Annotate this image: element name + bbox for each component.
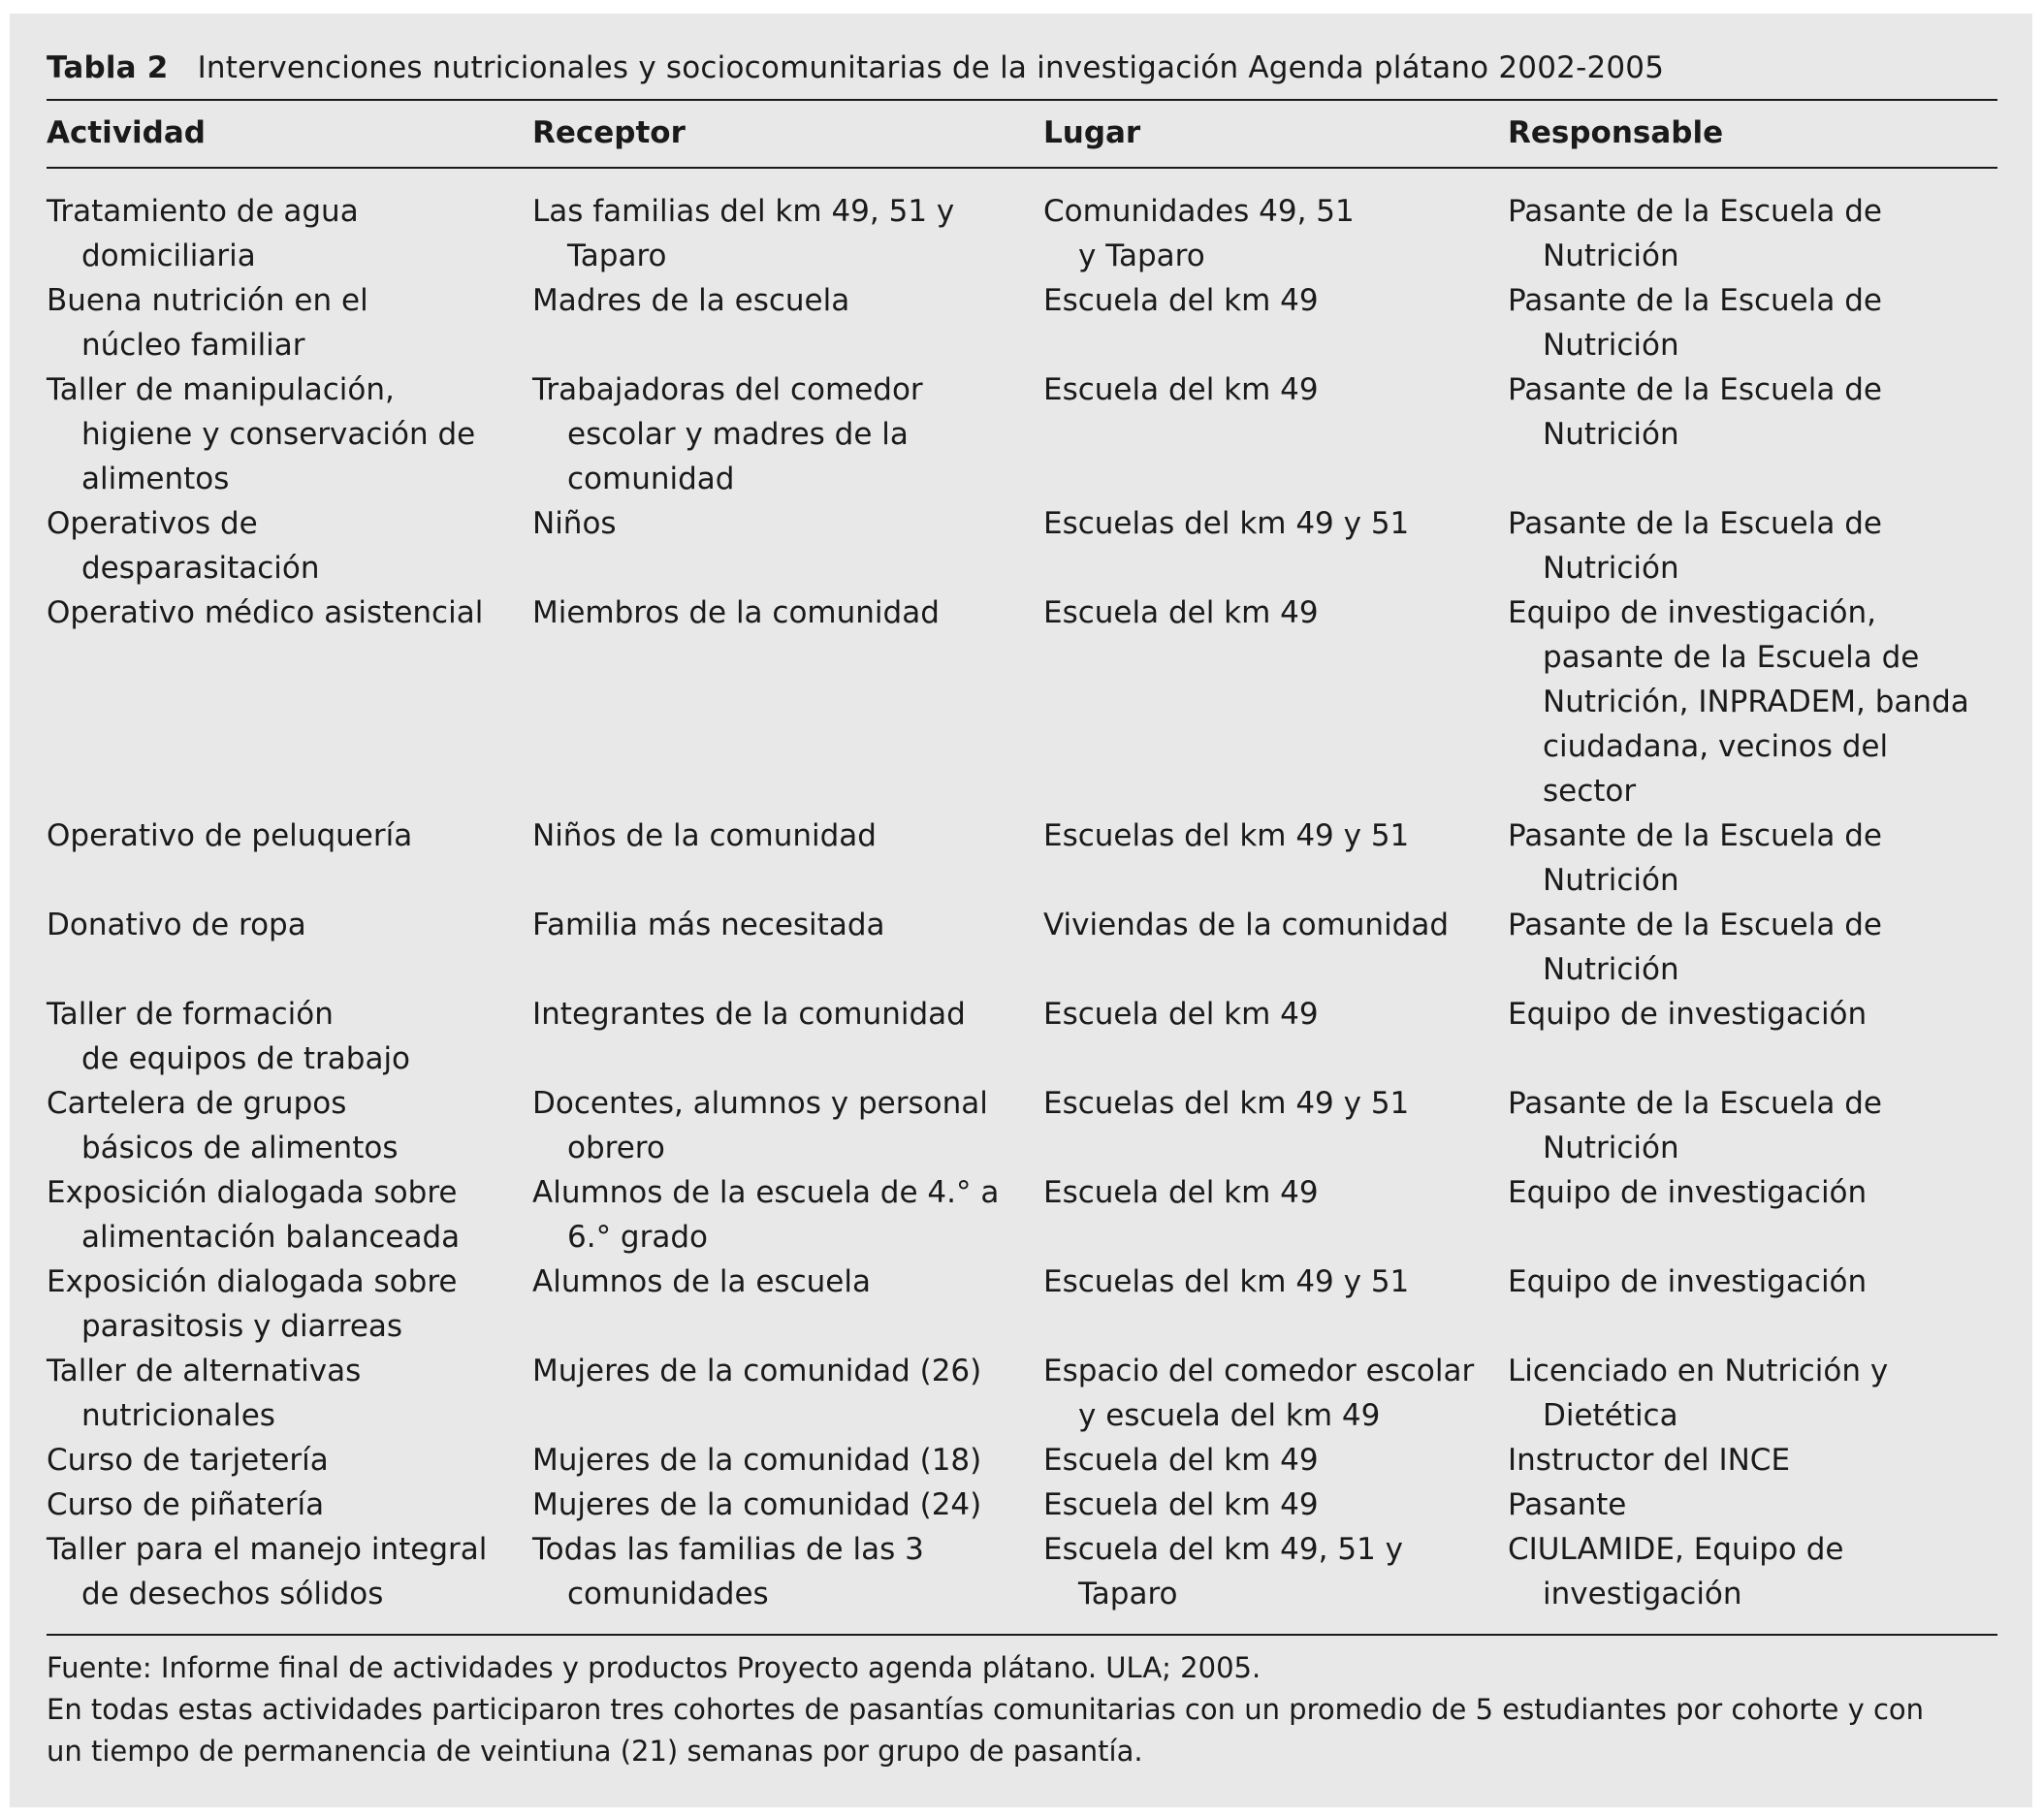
header-rule — [47, 167, 1997, 169]
cell-line: parasitosis y diarreas — [81, 1309, 403, 1344]
cell-line: núcleo familiar — [81, 328, 305, 363]
cell-actividad — [47, 367, 475, 501]
cell-lugar — [1043, 1483, 1319, 1527]
cell-line: Escuelas del km 49 y 51 — [1043, 1086, 1410, 1121]
cell-lugar — [1043, 813, 1409, 858]
cell-line: básicos de alimentos — [81, 1131, 399, 1165]
cell-responsable — [1508, 367, 1882, 457]
cell-line: comunidades — [567, 1577, 769, 1611]
cell-line: Equipo de investigación — [1508, 997, 1868, 1032]
cell-line: Escuela del km 49, 51 y — [1043, 1532, 1403, 1567]
table-row — [47, 1527, 1997, 1616]
cell-line: Miembros de la comunidad — [532, 595, 940, 630]
cell-receptor — [532, 367, 923, 501]
header-receptor: Receptor — [532, 115, 686, 150]
cell-responsable — [1508, 813, 1882, 903]
cell-receptor — [532, 1081, 988, 1170]
table-row — [47, 903, 1997, 992]
cell-actividad — [47, 1438, 329, 1483]
cell-line: Instructor del INCE — [1508, 1443, 1791, 1478]
cell-line: Pasante de la Escuela de — [1508, 194, 1882, 229]
cell-receptor — [532, 501, 617, 546]
cell-lugar — [1043, 1170, 1319, 1215]
cell-line: 6.° grado — [567, 1220, 708, 1255]
cell-line: Taller de formación — [47, 997, 334, 1032]
cell-line: comunidad — [567, 462, 735, 496]
table-title — [47, 50, 1664, 85]
cell-responsable — [1508, 501, 1882, 590]
cell-line: Equipo de investigación — [1508, 1175, 1868, 1210]
header-lugar: Lugar — [1043, 115, 1141, 150]
cell-line: Nutrición — [1543, 328, 1679, 363]
cell-actividad — [47, 1081, 398, 1170]
cell-line: Todas las familias de las 3 — [532, 1532, 924, 1567]
cell-actividad — [47, 1170, 460, 1260]
cell-line: Pasante de la Escuela de — [1508, 818, 1882, 853]
cell-line: Mujeres de la comunidad (26) — [532, 1354, 982, 1388]
table-row — [47, 367, 1997, 501]
cell-line: Licenciado en Nutrición y — [1508, 1354, 1889, 1388]
cell-line: Alumnos de la escuela — [532, 1264, 871, 1299]
cell-lugar — [1043, 501, 1409, 546]
cell-responsable — [1508, 1483, 1626, 1527]
source-note: Fuente: Informe final de actividades y productos Proyecto agenda plátano. ULA; 2005. — [47, 1651, 1262, 1684]
cell-lugar — [1043, 189, 1355, 278]
bottom-rule — [47, 1634, 1997, 1636]
cell-responsable — [1508, 1170, 1867, 1215]
cell-line: Escuela del km 49 — [1043, 283, 1319, 318]
cell-line: Nutrición — [1543, 863, 1679, 898]
cell-lugar — [1043, 1260, 1409, 1304]
cell-responsable — [1508, 1081, 1882, 1170]
cell-receptor — [532, 992, 966, 1037]
cell-receptor — [532, 1483, 981, 1527]
cell-line: Integrantes de la comunidad — [532, 997, 966, 1032]
cell-line: pasante de la Escuela de — [1543, 640, 1920, 675]
cell-line: Nutrición — [1543, 417, 1679, 452]
cell-lugar — [1043, 1349, 1474, 1438]
cell-receptor — [532, 189, 954, 278]
cell-line: Nutrición, INPRADEM, banda — [1543, 685, 1969, 719]
cell-receptor — [532, 1438, 981, 1483]
table-notes — [47, 1647, 1997, 1772]
cell-lugar — [1043, 278, 1319, 323]
cell-line: Nutrición — [1543, 1131, 1679, 1165]
cell-line: investigación — [1543, 1577, 1742, 1611]
cell-lugar — [1043, 367, 1319, 412]
cell-line: Equipo de investigación, — [1508, 595, 1877, 630]
cell-responsable — [1508, 189, 1882, 278]
cell-line: Escuela del km 49 — [1043, 997, 1319, 1032]
cell-lugar — [1043, 903, 1449, 947]
cell-line: Buena nutrición en el — [47, 283, 368, 318]
table-row — [47, 278, 1997, 367]
table-body — [47, 189, 1997, 1616]
cell-line: Escuelas del km 49 y 51 — [1043, 1264, 1410, 1299]
cell-line: Docentes, alumnos y personal — [532, 1086, 988, 1121]
cell-lugar — [1043, 590, 1319, 635]
cell-line: Niños de la comunidad — [532, 818, 877, 853]
cell-line: Mujeres de la comunidad (18) — [532, 1443, 982, 1478]
cell-line: Las familias del km 49, 51 y — [532, 194, 955, 229]
cell-receptor — [532, 1349, 981, 1393]
table-row — [47, 189, 1997, 278]
cell-line: Escuelas del km 49 y 51 — [1043, 506, 1410, 541]
cell-responsable — [1508, 1260, 1867, 1304]
table-row — [47, 1438, 1997, 1483]
cell-line: Escuela del km 49 — [1043, 1175, 1319, 1210]
cell-lugar — [1043, 1438, 1319, 1483]
cell-line: Alumnos de la escuela de 4.° a — [532, 1175, 1000, 1210]
cell-line: de desechos sólidos — [81, 1577, 384, 1611]
cell-line: Escuela del km 49 — [1043, 595, 1319, 630]
cell-responsable — [1508, 903, 1882, 992]
cell-line: Operativos de — [47, 506, 258, 541]
cell-line: Madres de la escuela — [532, 283, 850, 318]
cell-line: Nutrición — [1543, 239, 1679, 273]
table-row — [47, 1170, 1997, 1260]
cell-line: Niños — [532, 506, 617, 541]
cell-responsable — [1508, 1349, 1888, 1438]
cell-line: escolar y madres de la — [567, 417, 909, 452]
cell-line: alimentación balanceada — [81, 1220, 461, 1255]
cell-responsable — [1508, 992, 1867, 1037]
cell-line: Exposición dialogada sobre — [47, 1264, 458, 1299]
cell-line: y escuela del km 49 — [1078, 1398, 1381, 1433]
cell-receptor — [532, 903, 885, 947]
cell-line: Comunidades 49, 51 — [1043, 194, 1355, 229]
cell-actividad — [47, 590, 483, 635]
table-row — [47, 992, 1997, 1081]
cell-line: Taller de alternativas — [47, 1354, 362, 1388]
cell-line: Curso de tarjetería — [47, 1443, 329, 1478]
cell-line: nutricionales — [81, 1398, 275, 1433]
cell-line: Operativo de peluquería — [47, 818, 413, 853]
cell-line: Pasante — [1508, 1487, 1627, 1522]
cell-line: de equipos de trabajo — [81, 1041, 411, 1076]
cell-receptor — [532, 1170, 999, 1260]
cell-line: Familia más necesitada — [532, 908, 885, 942]
cell-actividad — [47, 903, 306, 947]
cell-line: desparasitación — [81, 551, 320, 586]
cell-line: Nutrición — [1543, 952, 1679, 987]
table-row — [47, 501, 1997, 590]
table-caption: Intervenciones nutricionales y sociocomunitarias de la investigación Agenda plátano 2002-2005 — [197, 50, 1665, 85]
cell-line: Operativo médico asistencial — [47, 595, 484, 630]
cell-line: Espacio del comedor escolar — [1043, 1354, 1475, 1388]
cell-actividad — [47, 813, 412, 858]
cell-line: obrero — [567, 1131, 665, 1165]
cell-line: Exposición dialogada sobre — [47, 1175, 458, 1210]
cell-line: y Taparo — [1078, 239, 1205, 273]
cell-line: Escuela del km 49 — [1043, 372, 1319, 407]
table-row — [47, 590, 1997, 813]
cell-line: sector — [1543, 774, 1637, 809]
cell-line: Taparo — [567, 239, 667, 273]
table-panel — [10, 14, 2032, 1807]
cell-line: Escuelas del km 49 y 51 — [1043, 818, 1410, 853]
cell-line: Trabajadoras del comedor — [532, 372, 923, 407]
cell-actividad — [47, 1527, 487, 1616]
cell-line: Nutrición — [1543, 551, 1679, 586]
cell-line: CIULAMIDE, Equipo de — [1508, 1532, 1844, 1567]
cell-receptor — [532, 1527, 924, 1616]
cell-line: Taller para el manejo integral — [47, 1532, 488, 1567]
cell-responsable — [1508, 590, 1969, 813]
cell-actividad — [47, 189, 359, 278]
cell-actividad — [47, 1483, 324, 1527]
cell-responsable — [1508, 1438, 1790, 1483]
cell-receptor — [532, 278, 849, 323]
table-header — [47, 115, 1997, 158]
cell-line: Taparo — [1078, 1577, 1178, 1611]
cell-lugar — [1043, 1527, 1403, 1616]
cell-line: Pasante de la Escuela de — [1508, 908, 1882, 942]
cell-actividad — [47, 1260, 457, 1349]
table-row — [47, 1483, 1997, 1527]
table-row — [47, 1349, 1997, 1438]
header-responsable: Responsable — [1508, 115, 1724, 150]
cell-line: Viviendas de la comunidad — [1043, 908, 1450, 942]
cell-receptor — [532, 590, 940, 635]
cell-line: Pasante de la Escuela de — [1508, 372, 1882, 407]
cell-actividad — [47, 1349, 361, 1438]
footnote-line: un tiempo de permanencia de veintiuna (21) semanas por grupo de pasantía. — [47, 1735, 1143, 1768]
cell-line: Curso de piñatería — [47, 1487, 325, 1522]
cell-line: higiene y conservación de — [81, 417, 476, 452]
table-row — [47, 1260, 1997, 1349]
table-row — [47, 1081, 1997, 1170]
table-label: Tabla 2 — [47, 50, 169, 85]
cell-line: domiciliaria — [81, 239, 256, 273]
cell-line: Pasante de la Escuela de — [1508, 506, 1882, 541]
cell-responsable — [1508, 1527, 1844, 1616]
cell-line: alimentos — [81, 462, 230, 496]
cell-line: Mujeres de la comunidad (24) — [532, 1487, 982, 1522]
cell-line: ciudadana, vecinos del — [1543, 729, 1889, 764]
cell-line: Donativo de ropa — [47, 908, 306, 942]
cell-line: Dietética — [1543, 1398, 1678, 1433]
cell-actividad — [47, 992, 410, 1081]
cell-responsable — [1508, 278, 1882, 367]
top-rule — [47, 99, 1997, 101]
cell-lugar — [1043, 1081, 1409, 1126]
cell-line: Cartelera de grupos — [47, 1086, 347, 1121]
cell-line: Pasante de la Escuela de — [1508, 283, 1882, 318]
cell-actividad — [47, 278, 368, 367]
cell-line: Pasante de la Escuela de — [1508, 1086, 1882, 1121]
table-row — [47, 813, 1997, 903]
cell-line: Taller de manipulación, — [47, 372, 395, 407]
cell-line: Escuela del km 49 — [1043, 1487, 1319, 1522]
cell-lugar — [1043, 992, 1319, 1037]
cell-line: Escuela del km 49 — [1043, 1443, 1319, 1478]
cell-line: Tratamiento de agua — [47, 194, 359, 229]
cell-line: Equipo de investigación — [1508, 1264, 1868, 1299]
cell-receptor — [532, 1260, 871, 1304]
footnote-line: En todas estas actividades participaron tres cohortes de pasantías comunitarias con un promedio de 5 estudiantes por cohorte y con — [47, 1693, 1925, 1726]
cell-receptor — [532, 813, 877, 858]
cell-actividad — [47, 501, 320, 590]
header-actividad: Actividad — [47, 115, 206, 150]
